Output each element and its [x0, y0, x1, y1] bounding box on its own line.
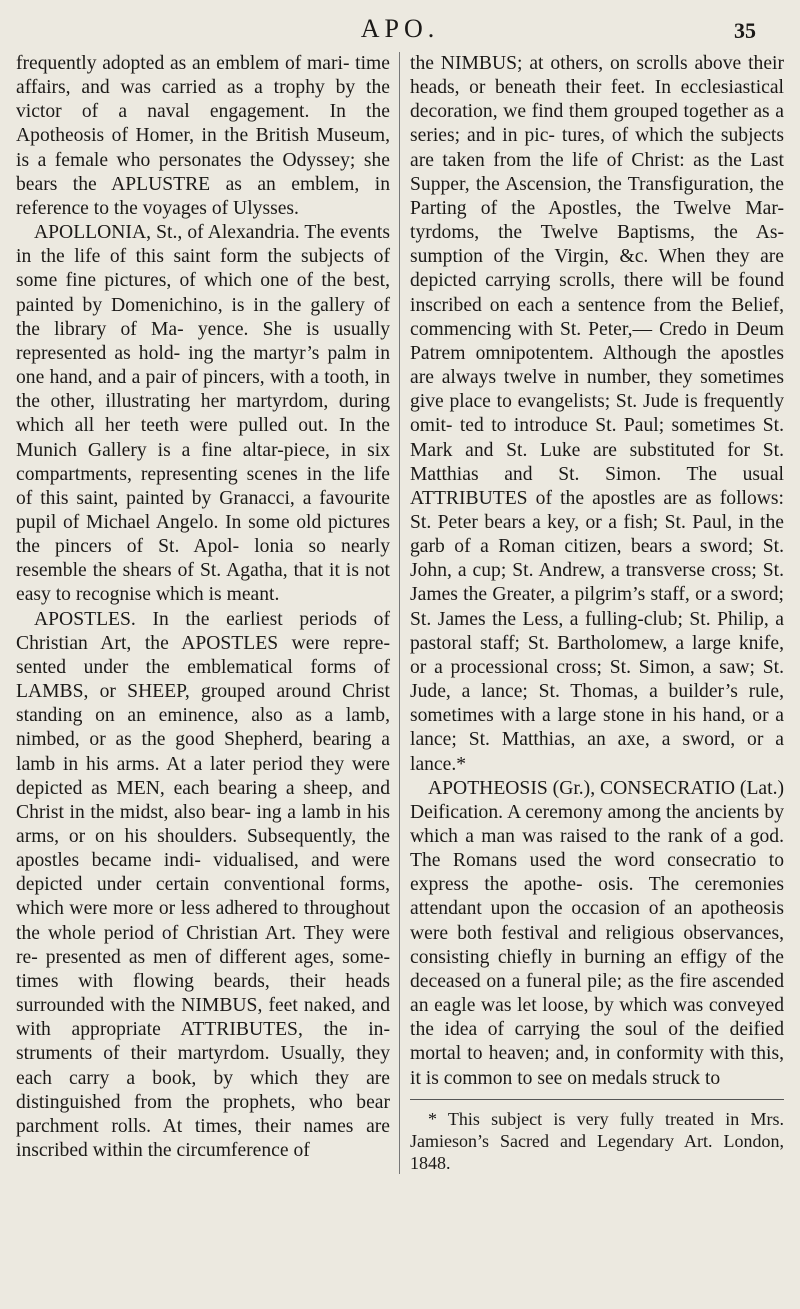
running-head: APO.	[360, 14, 440, 43]
apostles-entry: APOSTLES. In the earliest periods of Christian Art, the APOSTLES were repre- sented under the emblematical forms of LAMBS, or SHEEP, grouped around Christ standing on an eminence, also as a lamb, nimbed, or as the good Shepherd, bearing a lamb in his arms. At a later period they were depicted as MEN, each bearing a sheep, and Christ in the midst, also bear- ing a lamb in his arms, or on his shoulders. Subsequently, the apostles became indi- vidualised, and were depicted under certain conventional forms, which were more or less adhered to throughout the whole period of Christian Art. They were re- presented as men of different ages, some- times with flowing beards, their heads surrounded with the NIMBUS, feet naked, and with appropriate ATTRIBUTES, the in- struments of their martyrdom. Usually, they each carry a book, by which they are distinguished from the prophets, who bear parchment rolls. At times, their names are inscribed within the circumference of	[16, 608, 390, 1162]
page-header	[0, 0, 800, 56]
apotheosis-entry: APOTHEOSIS (Gr.), CONSECRATIO (Lat.) Deification. A ceremony among the ancients by which a man was raised to the rank of a god. The Romans used the word consecratio to express the apothe- osis. The ceremonies attendant upon the occasion of an apotheosis were both festival and religious observances, consisting chiefly in burning an effigy of the deceased on a funeral pile; as the fire ascended an eagle was let loose, by which was conveyed the idea of carrying the soul of the deified mortal to heaven; and, in conformity with this, it is common to see on medals struck to	[410, 777, 784, 1089]
apostles-entry-continued: the NIMBUS; at others, on scrolls above their heads, or beneath their feet. In ecclesiastical decoration, we find them grouped together as a series; and in pic- tures, of which the subjects are taken from the life of Christ: as the Last Supper, the Ascension, the Transfiguration, the Parting of the Apostles, the Twelve Mar- tyrdoms, the Twelve Baptisms, the As- sumption of the Virgin, &c. When they are depicted carrying scrolls, there will be found inscribed on each a sentence from the Belief, commencing with St. Peter,— Credo in Deum Patrem omnipotentem. Although the apostles are always twelve in number, they sometimes give place to evangelists; St. Jude is frequently omit- ted to introduce St. Paul; sometimes St. Mark and St. Luke are substituted for St. Matthias and St. Simon. The usual ATTRIBUTES of the apostles are as follows: St. Peter bears a key, or a fish; St. Paul, in the garb of a Roman citizen, bears a sword; St. John, a cup; St. Andrew, a transverse cross; St. James the Greater, a pilgrim’s staff, or a sword; St. James the Less, a fulling-club; St. Philip, a pastoral staff; St. Bartholomew, a large knife, or a processional cross; St. Simon, a saw; St. Jude, a lance; St. Thomas, a builder’s rule, sometimes with a large stone in his hand, or a lance; St. Matthias, an axe, a sword, or a lance.*	[410, 53, 784, 775]
right-column	[400, 52, 784, 1174]
page-number: 35	[734, 18, 756, 43]
text-columns	[16, 52, 784, 1174]
footnote: * This subject is very fully treated in Mrs. Jamieson’s Sacred and Legendary Art. London, 1848.	[410, 1108, 784, 1173]
apollonia-entry: APOLLONIA, St., of Alexandria. The events in the life of this saint form the subjects of some fine pictures, of which one of the best, painted by Domenichino, is in the gallery of the library of Ma- yence. She is usually represented as hold- ing the martyr’s palm in one hand, and a pair of pincers, with a tooth, in the other, illustrating her martyrdom, during which all her teeth were pulled out. In the Munich Gallery is a fine altar-piece, in six compartments, representing scenes in the life of this saint, painted by Granacci, a favourite pupil of Michael Angelo. In some old pictures the pincers of St. Apol- lonia so nearly resemble the shears of St. Agatha, that it is not easy to recognise which is meant.	[16, 222, 390, 606]
aplustre-entry-continued: frequently adopted as an emblem of mari- time affairs, and was carried as a trophy by the victor of a naval engagement. In the Apotheosis of Homer, in the British Museum, is a female who personates the Odyssey; she bears the APLUSTRE as an emblem, in reference to the voyages of Ulysses.	[16, 53, 390, 219]
footnote-divider	[410, 1099, 784, 1100]
left-column	[16, 52, 400, 1174]
